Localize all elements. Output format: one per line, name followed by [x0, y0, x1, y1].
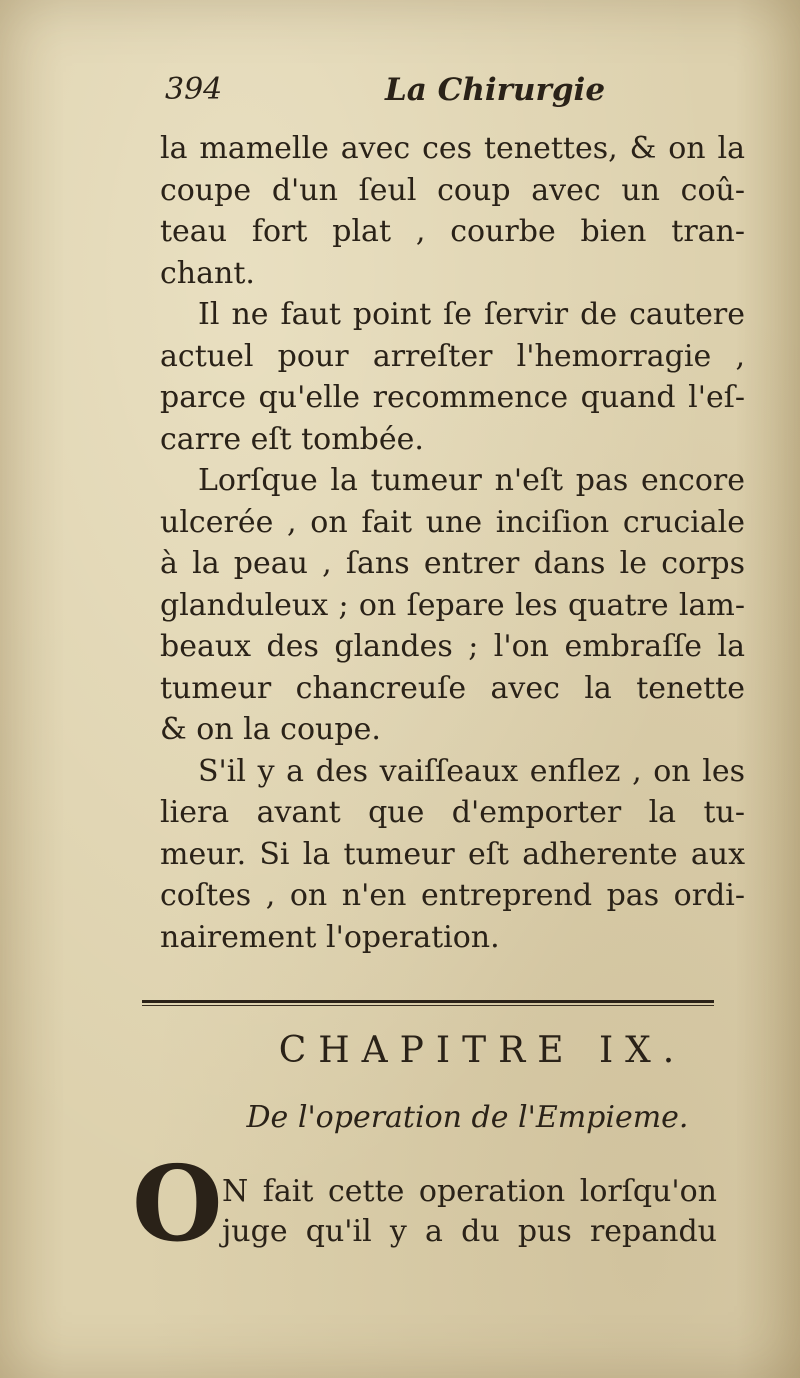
text-line: ulcerée , on fait une inciſion cruciale	[160, 504, 745, 540]
text-line: tumeur chancreuſe avec la tenette	[160, 670, 745, 706]
text-line: coupe d'un ſeul coup avec un coû-	[160, 172, 745, 208]
text-line: Lorſque la tumeur n'eſt pas encore	[198, 463, 745, 498]
drop-cap: O	[132, 1142, 223, 1265]
running-head	[165, 72, 655, 122]
text-line: la mamelle avec ces tenettes, & on la	[160, 131, 745, 166]
text-line: glanduleux ; on ſepare les quatre lam-	[160, 587, 745, 623]
text-line: N fait cette operation lorſqu'on	[222, 1174, 717, 1209]
body-text	[160, 128, 745, 958]
text-line: teau fort plat , courbe bien tran-	[160, 214, 745, 249]
text-line: nairement l'operation.	[160, 919, 500, 955]
text-line: à la peau , ſans entrer dans le corps	[160, 546, 745, 581]
text-line: carre eſt tombée.	[160, 421, 424, 457]
text-line: chant.	[160, 255, 255, 291]
page-number: 394	[165, 72, 223, 107]
text-line: actuel pour arreſter l'hemorragie ,	[160, 338, 745, 374]
chapter-heading: CHAPITRE IX.	[278, 1030, 687, 1071]
chapter-title: De l'operation de l'Empieme.	[246, 1100, 689, 1135]
running-title: La Chirurgie	[385, 72, 606, 108]
text-line: coſtes , on n'en entreprend pas ordi-	[160, 878, 745, 913]
text-line: & on la coupe.	[160, 712, 381, 747]
text-line: liera avant que d'emporter la tu-	[160, 795, 745, 830]
text-line: juge qu'il y a du pus repandu	[222, 1214, 717, 1249]
text-line: beaux des glandes ; l'on embraſſe la	[160, 629, 745, 664]
text-line: parce qu'elle recommence quand l'eſ-	[160, 380, 745, 415]
section-divider	[142, 1000, 714, 1006]
chapter-opening-text	[222, 1172, 717, 1252]
text-line: S'il y a des vaiſſeaux enflez , on les	[198, 753, 745, 789]
text-line: Il ne faut point ſe ſervir de cautere	[198, 297, 745, 332]
text-line: meur. Si la tumeur eſt adherente aux	[160, 836, 745, 872]
